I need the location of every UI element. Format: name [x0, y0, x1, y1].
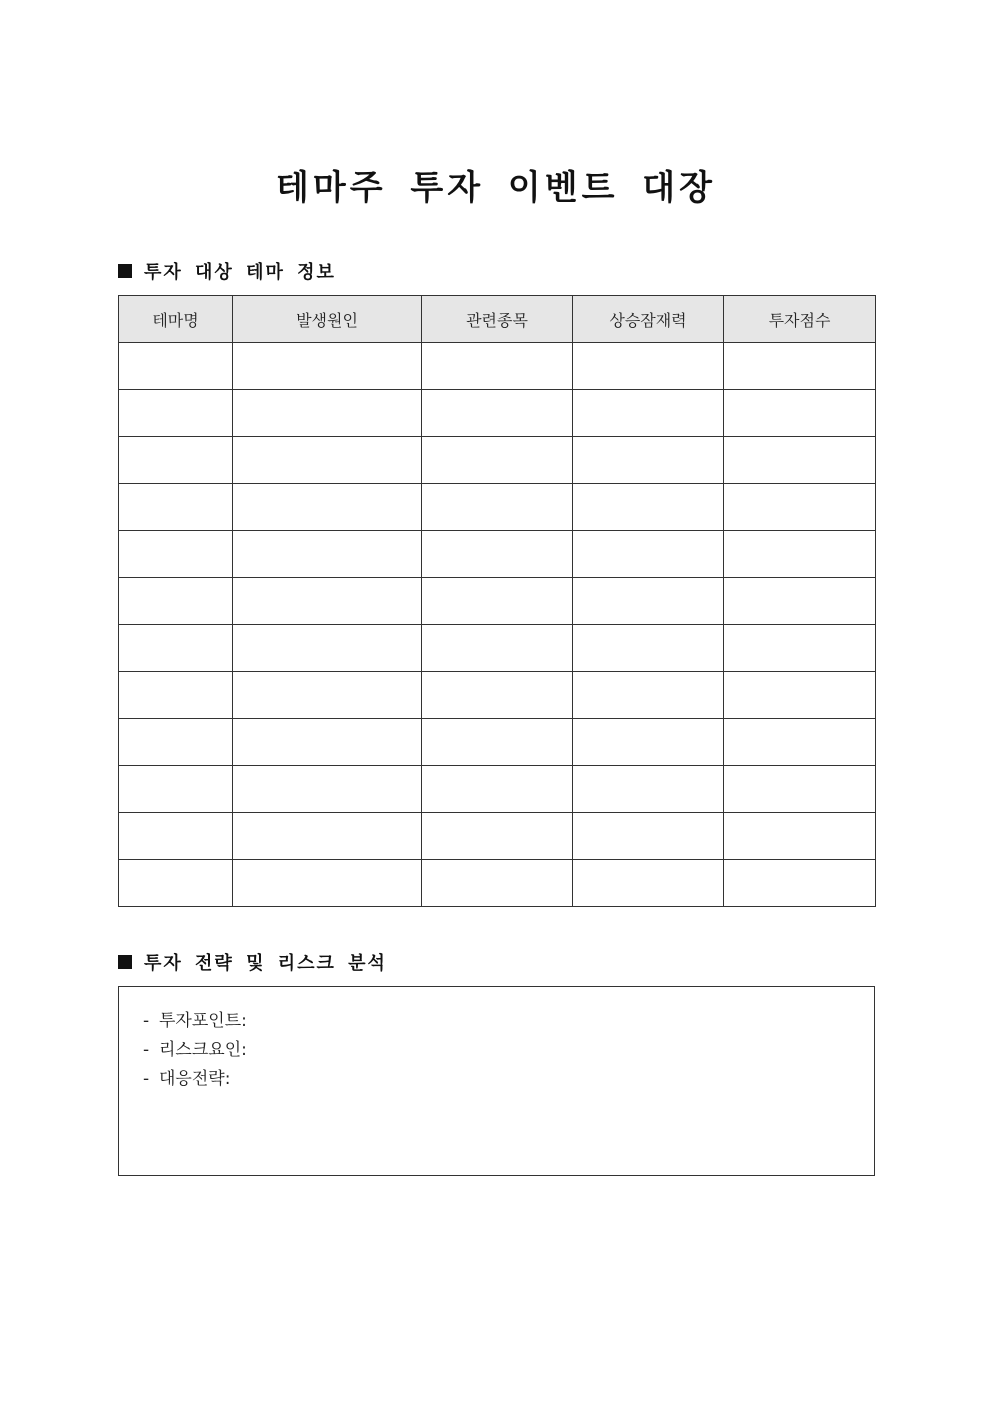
column-header-investment-score: 투자점수: [724, 296, 876, 343]
black-square-icon: [118, 264, 132, 278]
table-cell[interactable]: [422, 860, 573, 907]
table-cell[interactable]: [233, 813, 422, 860]
table-cell[interactable]: [233, 343, 422, 390]
table-cell[interactable]: [573, 578, 724, 625]
table-cell[interactable]: [233, 766, 422, 813]
table-cell[interactable]: [233, 860, 422, 907]
table-cell[interactable]: [233, 531, 422, 578]
table-cell[interactable]: [724, 813, 876, 860]
list-item-investment-point: [143, 1007, 874, 1036]
black-square-icon: [118, 955, 132, 969]
table-cell[interactable]: [119, 672, 233, 719]
section-heading-strategy: [118, 949, 387, 975]
table-row: [119, 484, 876, 531]
table-cell[interactable]: [724, 672, 876, 719]
table-cell[interactable]: [119, 437, 233, 484]
table-cell[interactable]: [119, 390, 233, 437]
table-cell[interactable]: [119, 625, 233, 672]
table-cell[interactable]: [422, 813, 573, 860]
table-cell[interactable]: [233, 390, 422, 437]
dash-marker: -: [143, 1040, 150, 1060]
table-cell[interactable]: [233, 484, 422, 531]
table-cell[interactable]: [573, 860, 724, 907]
table-cell[interactable]: [573, 531, 724, 578]
column-header-related-stocks: 관련종목: [422, 296, 573, 343]
table-row: [119, 343, 876, 390]
table-cell[interactable]: [422, 437, 573, 484]
section-heading-label: 투자 대상 테마 정보: [144, 262, 336, 283]
dash-marker: -: [143, 1069, 150, 1089]
table-cell[interactable]: [422, 578, 573, 625]
list-item-risk-factor: [143, 1036, 874, 1065]
column-header-cause: 발생원인: [233, 296, 422, 343]
table-header-row: [119, 296, 876, 343]
table-cell[interactable]: [724, 390, 876, 437]
table-row: [119, 766, 876, 813]
table-cell[interactable]: [233, 437, 422, 484]
document-title: 테마주 투자 이벤트 대장: [276, 168, 716, 208]
table-cell[interactable]: [119, 484, 233, 531]
table-cell[interactable]: [119, 578, 233, 625]
table-cell[interactable]: [573, 390, 724, 437]
table-row: [119, 578, 876, 625]
table-cell[interactable]: [119, 766, 233, 813]
table-cell[interactable]: [724, 719, 876, 766]
table-cell[interactable]: [573, 813, 724, 860]
table-cell[interactable]: [233, 578, 422, 625]
table-row: [119, 625, 876, 672]
table-cell[interactable]: [233, 719, 422, 766]
table-cell[interactable]: [724, 484, 876, 531]
strategy-analysis-box[interactable]: [118, 986, 875, 1176]
table-cell[interactable]: [724, 437, 876, 484]
table-cell[interactable]: [233, 625, 422, 672]
theme-info-table: [118, 295, 876, 907]
table-cell[interactable]: [724, 343, 876, 390]
table-row: [119, 672, 876, 719]
list-item-response-strategy: [143, 1065, 874, 1094]
table-cell[interactable]: [422, 484, 573, 531]
table-cell[interactable]: [573, 343, 724, 390]
table-cell[interactable]: [119, 343, 233, 390]
strategy-item-list: [119, 987, 874, 1094]
table-cell[interactable]: [724, 860, 876, 907]
table-cell[interactable]: [119, 531, 233, 578]
table-cell[interactable]: [422, 531, 573, 578]
column-header-theme-name: 테마명: [119, 296, 233, 343]
section-heading-label: 투자 전략 및 리스크 분석: [144, 953, 387, 974]
table-row: [119, 390, 876, 437]
table-cell[interactable]: [422, 390, 573, 437]
table-cell[interactable]: [724, 531, 876, 578]
table-row: [119, 860, 876, 907]
table-cell[interactable]: [119, 813, 233, 860]
table-cell[interactable]: [724, 766, 876, 813]
table-cell[interactable]: [119, 719, 233, 766]
table-cell[interactable]: [233, 672, 422, 719]
table-cell[interactable]: [573, 484, 724, 531]
table-cell[interactable]: [422, 672, 573, 719]
table-cell[interactable]: [422, 719, 573, 766]
table-cell[interactable]: [573, 719, 724, 766]
table-cell[interactable]: [724, 578, 876, 625]
table-cell[interactable]: [573, 437, 724, 484]
table-cell[interactable]: [119, 860, 233, 907]
table-cell[interactable]: [422, 625, 573, 672]
table-cell[interactable]: [422, 766, 573, 813]
table-cell[interactable]: [573, 766, 724, 813]
table-row: [119, 719, 876, 766]
column-header-upside-potential: 상승잠재력: [573, 296, 724, 343]
section-heading-theme-info: [118, 258, 336, 284]
risk-factor-label: 리스크요인:: [159, 1040, 247, 1060]
table-cell[interactable]: [422, 343, 573, 390]
table-row: [119, 813, 876, 860]
response-strategy-label: 대응전략:: [159, 1069, 231, 1089]
table-row: [119, 437, 876, 484]
investment-point-label: 투자포인트:: [159, 1011, 247, 1031]
table-cell[interactable]: [573, 672, 724, 719]
table-cell[interactable]: [724, 625, 876, 672]
table-row: [119, 531, 876, 578]
table-cell[interactable]: [573, 625, 724, 672]
dash-marker: -: [143, 1011, 150, 1031]
